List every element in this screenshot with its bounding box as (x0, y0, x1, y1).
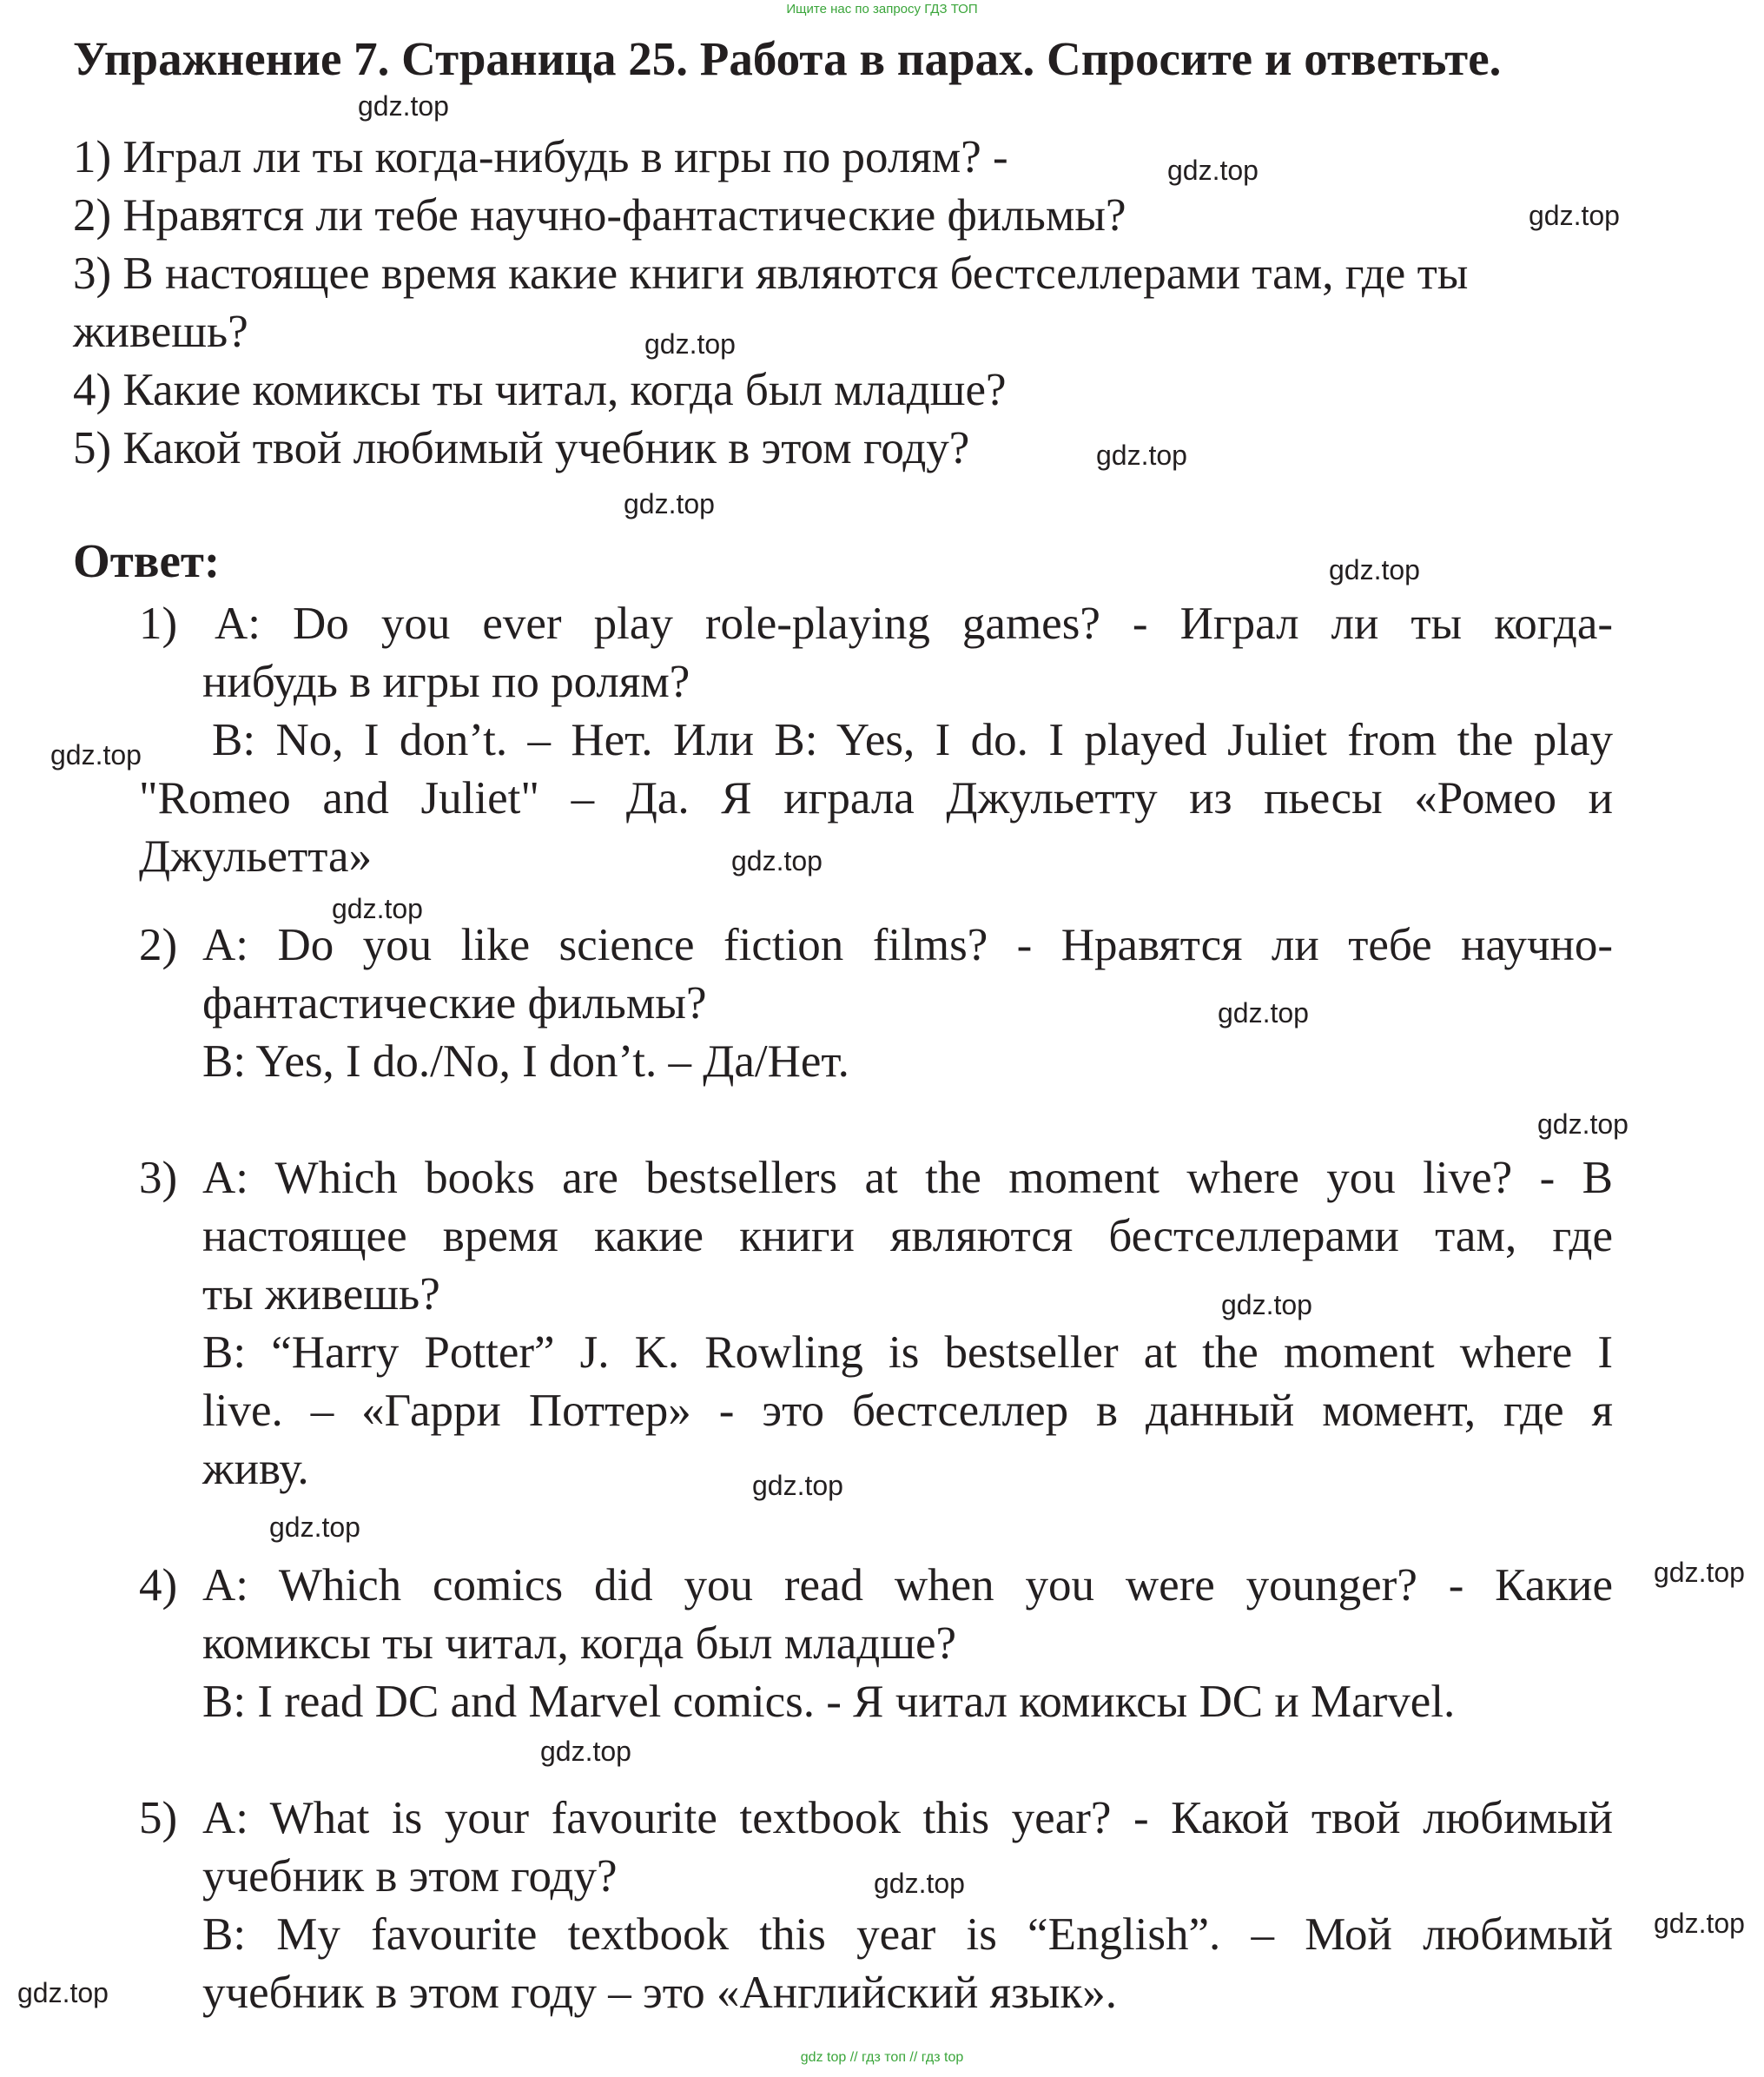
answer-3-line-5: live. – «Гарри Поттер» - это бестселлер в данный момент, где я (202, 1386, 1613, 1436)
watermark: gdz.top (1167, 155, 1259, 186)
answer-3-line-2: настоящее время какие книги являются бестселлерами там, где (202, 1211, 1613, 1261)
answer-4-line-1: A: Which comics did you read when you were younger? - Какие (202, 1560, 1613, 1611)
answer-3-line-3: ты живешь? (202, 1269, 440, 1320)
watermark: gdz.top (50, 739, 142, 771)
watermark: gdz.top (1529, 200, 1620, 231)
question-3-line-1: 3) В настоящее время какие книги являются бестселлерами там, где ты (73, 248, 1469, 299)
answer-heading: Ответ: (73, 534, 221, 587)
answer-5-line-3: B: My favourite textbook this year is “English”. – Мой любимый (202, 1909, 1613, 1960)
watermark: gdz.top (358, 90, 449, 122)
watermark: gdz.top (17, 1977, 109, 2008)
answer-2-line-2: фантастические фильмы? (202, 978, 707, 1029)
answer-2-line-1: A: Do you like science fiction films? - Нравятся ли тебе научно- (202, 920, 1613, 970)
top-search-link[interactable]: Ищите нас по запросу ГДЗ ТОП (786, 2, 978, 17)
answer-3-number: 3) (139, 1153, 178, 1203)
watermark: gdz.top (1096, 440, 1187, 471)
answer-5-number: 5) (139, 1793, 178, 1843)
answer-5-line-1: A: What is your favourite textbook this year? - Какой твой любимый (202, 1793, 1613, 1843)
answer-1-line-3: B: No, I don’t. – Нет. Или B: Yes, I do. I played Juliet from the play (212, 715, 1613, 765)
watermark: gdz.top (1537, 1108, 1629, 1140)
page-title: Упражнение 7. Страница 25. Работа в парах. Спросите и ответьте. (73, 32, 1502, 85)
watermark: gdz.top (332, 893, 423, 924)
answer-3-line-1: A: Which books are bestsellers at the moment where you live? - В (202, 1153, 1613, 1203)
question-3-line-2: живешь? (73, 307, 248, 357)
watermark: gdz.top (1654, 1557, 1745, 1588)
watermark: gdz.top (1329, 554, 1420, 585)
answer-1-line-4: "Romeo and Juliet" – Да. Я играла Джульетту из пьесы «Ромео и (139, 773, 1613, 824)
watermark: gdz.top (624, 488, 715, 519)
answer-3-line-6: живу. (202, 1444, 309, 1494)
answer-5-line-4: учебник в этом году – это «Английский язык». (202, 1968, 1117, 2018)
answer-1-line-1: A: Do you ever play role-playing games? - Играл ли ты когда- (215, 599, 1613, 649)
watermark: gdz.top (731, 845, 823, 876)
answer-5-line-2: учебник в этом году? (202, 1851, 618, 1902)
footer-links[interactable]: gdz top // гдз топ // гдз top (800, 2050, 964, 2065)
question-4: 4) Какие комиксы ты читал, когда был младше? (73, 365, 1007, 415)
answer-4-number: 4) (139, 1560, 178, 1611)
watermark: gdz.top (1221, 1289, 1312, 1320)
question-2: 2) Нравятся ли тебе научно-фантастические фильмы? (73, 190, 1126, 241)
answer-1-line-5: Джульетта» (139, 831, 373, 882)
answer-4-line-3: B: I read DC and Marvel comics. - Я читал комиксы DC и Marvel. (202, 1677, 1456, 1727)
question-5: 5) Какой твой любимый учебник в этом году? (73, 423, 970, 473)
answer-2-line-3: B: Yes, I do./No, I don’t. – Да/Нет. (202, 1036, 849, 1087)
watermark: gdz.top (269, 1511, 360, 1543)
answer-4-line-2: комиксы ты читал, когда был младше? (202, 1618, 957, 1669)
question-1: 1) Играл ли ты когда-нибудь в игры по ролям? - (73, 132, 1008, 182)
answer-3-line-4: B: “Harry Potter” J. K. Rowling is bestseller at the moment where I (202, 1327, 1613, 1378)
answer-2-number: 2) (139, 920, 178, 970)
watermark: gdz.top (1654, 1908, 1745, 1939)
watermark: gdz.top (540, 1736, 631, 1767)
answer-1-line-2: нибудь в игры по ролям? (202, 657, 690, 707)
watermark: gdz.top (1218, 997, 1309, 1029)
answer-1-number: 1) (139, 599, 178, 649)
watermark: gdz.top (644, 328, 736, 360)
watermark: gdz.top (752, 1470, 843, 1501)
watermark: gdz.top (874, 1868, 965, 1899)
